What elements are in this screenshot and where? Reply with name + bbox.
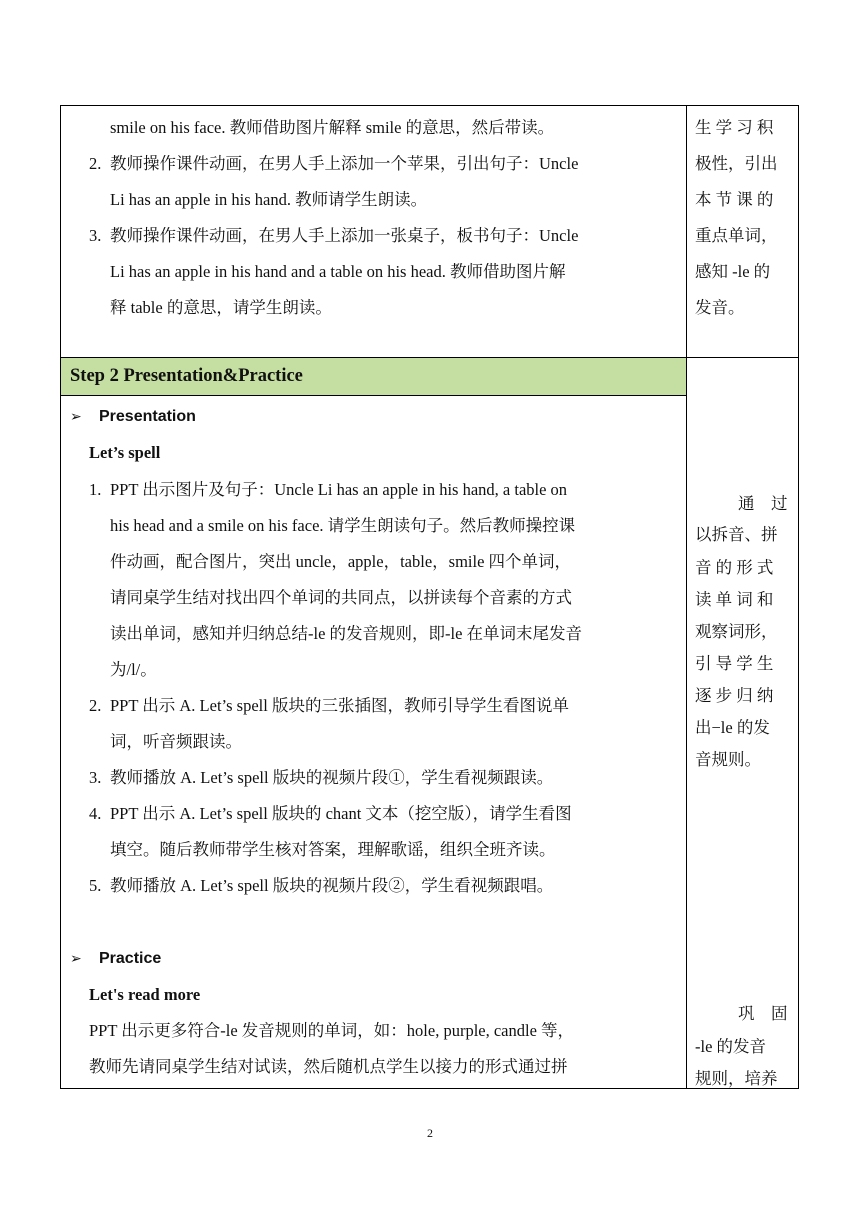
presentation-line: PPT 出示图片及句子：Uncle Li has an apple in his hand, a table on xyxy=(110,480,568,499)
note-line: 音 的 形 式 xyxy=(695,558,774,577)
lets-read-more-heading: Let's read more xyxy=(89,985,201,1004)
item-number: 2. xyxy=(89,696,102,715)
item-number: 1. xyxy=(89,480,102,499)
presentation-line: 词，听音频跟读。 xyxy=(110,732,242,751)
column-divider xyxy=(686,105,687,1089)
presentation-heading: Presentation xyxy=(99,408,196,425)
note-line: 极性，引出 xyxy=(695,154,778,173)
item-number: 3. xyxy=(89,768,102,787)
note-line: 观察词形， xyxy=(695,622,778,641)
item-number: 2. xyxy=(89,154,102,173)
note-line: 出−le 的发 xyxy=(695,718,770,737)
note-line: 通 过 xyxy=(738,494,788,513)
step-title: Step 2 Presentation&Practice xyxy=(70,366,303,386)
note-line: 逐 步 归 纳 xyxy=(695,686,774,705)
arrow-bullet-icon: ➢ xyxy=(70,951,82,967)
practice-line: 教师先请同桌学生结对试读，然后随机点学生以接力的形式通过拼 xyxy=(89,1057,568,1076)
presentation-line: 教师播放 A. Let’s spell 版块的视频片段①，学生看视频跟读。 xyxy=(110,768,554,787)
row1-line-5: Li has an apple in his hand and a table on his head. 教师借助图片解 xyxy=(110,262,566,281)
practice-heading: Practice xyxy=(99,950,162,967)
note-line: -le 的发音 xyxy=(695,1037,767,1056)
note-line: 巩 固 xyxy=(738,1004,788,1023)
note-line: 引 导 学 生 xyxy=(695,654,774,673)
arrow-bullet-icon: ➢ xyxy=(70,409,82,425)
step-header-divider xyxy=(60,395,687,396)
presentation-line: 读出单词，感知并归纳总结-le 的发音规则，即-le 在单词末尾发音 xyxy=(110,624,583,643)
note-line: 音规则。 xyxy=(695,750,761,769)
note-line: 重点单词， xyxy=(695,226,778,245)
item-number: 5. xyxy=(89,876,102,895)
presentation-line: PPT 出示 A. Let’s spell 版块的 chant 文本（挖空版），请学生看图 xyxy=(110,804,572,823)
note-line: 感知 -le 的 xyxy=(695,262,771,281)
table-bottom-border xyxy=(60,1088,799,1089)
lets-spell-heading: Let’s spell xyxy=(89,443,161,462)
presentation-line: his head and a smile on his face. 请学生朗读句子。然后教师操控课 xyxy=(110,516,576,535)
presentation-line: 填空。随后教师带学生核对答案，理解歌谣，组织全班齐读。 xyxy=(110,840,556,859)
note-line: 规则，培养 xyxy=(695,1069,778,1088)
row1-line-3: Li has an apple in his hand. 教师请学生朗读。 xyxy=(110,190,428,209)
note-line: 本 节 课 的 xyxy=(695,190,774,209)
item-number: 4. xyxy=(89,804,102,823)
presentation-line: 为/l/。 xyxy=(110,660,157,679)
presentation-line: PPT 出示 A. Let’s spell 版块的三张插图，教师引导学生看图说单 xyxy=(110,696,569,715)
row1-line-2: 教师操作课件动画，在男人手上添加一个苹果，引出句子：Uncle xyxy=(110,154,579,173)
note-line: 读 单 词 和 xyxy=(695,590,774,609)
note-line: 以拆音、拼 xyxy=(695,525,778,544)
item-number: 3. xyxy=(89,226,102,245)
row1-line-1: smile on his face. 教师借助图片解释 smile 的意思，然后带读。 xyxy=(110,118,555,137)
page-number: 2 xyxy=(427,1126,433,1140)
practice-line: PPT 出示更多符合-le 发音规则的单词，如：hole, purple, candle 等， xyxy=(89,1021,575,1040)
presentation-line: 请同桌学生结对找出四个单词的共同点，以拼读每个音素的方式 xyxy=(110,588,572,607)
note-line: 生 学 习 积 xyxy=(695,118,774,137)
note-line: 发音。 xyxy=(695,298,745,317)
row1-line-6: 释 table 的意思，请学生朗读。 xyxy=(110,298,332,317)
row1-line-4: 教师操作课件动画，在男人手上添加一张桌子，板书句子：Uncle xyxy=(110,226,579,245)
presentation-line: 教师播放 A. Let’s spell 版块的视频片段②，学生看视频跟唱。 xyxy=(110,876,554,895)
presentation-line: 件动画，配合图片，突出 uncle，apple，table，smile 四个单词， xyxy=(110,552,572,571)
